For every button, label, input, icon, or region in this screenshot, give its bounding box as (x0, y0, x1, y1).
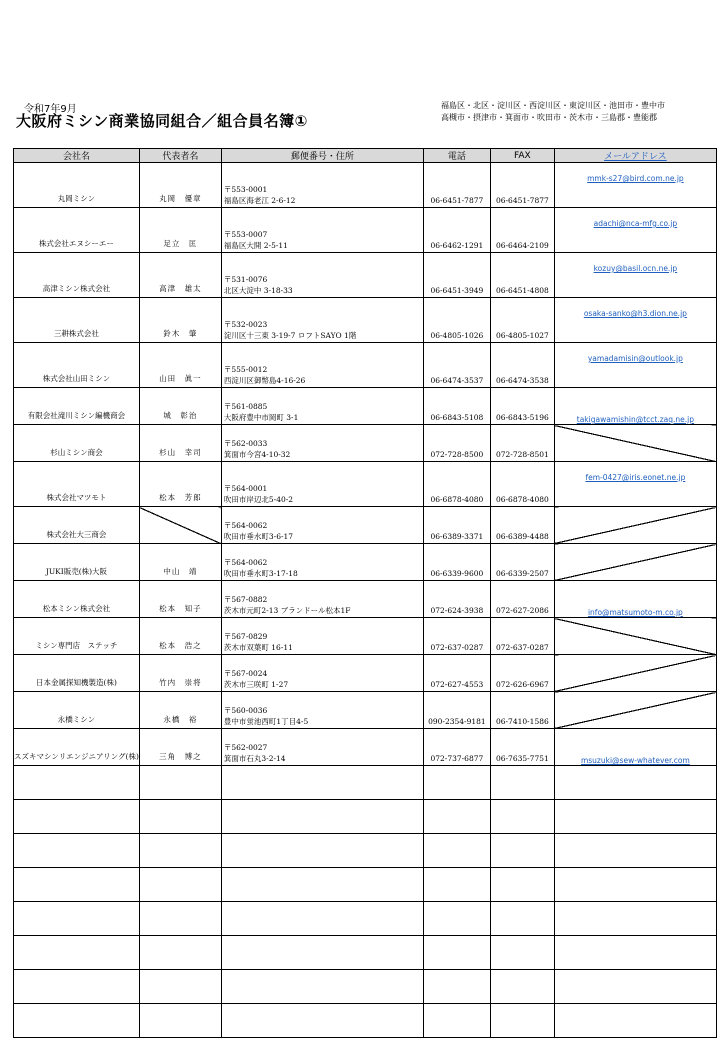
empty-cell (490, 800, 554, 834)
empty-cell (14, 834, 140, 868)
empty-cell (423, 800, 490, 834)
empty-cell (221, 800, 423, 834)
fax-number: 072-637-0287 (490, 618, 554, 655)
phone-number: 072-637-0287 (423, 618, 490, 655)
company-name: 永橋ミシン (14, 692, 140, 729)
postal-code: 〒567-0024 (223, 669, 268, 678)
table-row (14, 298, 717, 343)
street-address: 豊中市蛍池西町1丁目4-5 (223, 717, 309, 726)
phone-number: 072-627-4553 (423, 655, 490, 692)
company-name: 日本金属探知機製造(株) (14, 655, 140, 692)
company-name: 松本ミシン株式会社 (14, 581, 140, 618)
fax-number: 072-728-8501 (490, 425, 554, 462)
company-name: 株式会社山田ミシン (14, 343, 140, 388)
area-line-2: 高槻市・摂津市・箕面市・吹田市・茨木市・三島郡・豊能郡 (441, 113, 657, 122)
area-coverage (441, 100, 665, 124)
empty-cell (14, 970, 140, 1004)
table-row (14, 208, 717, 253)
email-address (554, 692, 716, 729)
postal-code: 〒562-0033 (223, 439, 268, 448)
company-name: ミシン専門店 ステッチ (14, 618, 140, 655)
email-address (554, 425, 716, 462)
phone-number: 06-6451-7877 (423, 163, 490, 208)
empty-cell (221, 936, 423, 970)
representative-name: 松本 知子 (139, 581, 221, 618)
fax-number: 06-6878-4080 (490, 462, 554, 507)
empty-cell (139, 936, 221, 970)
empty-table-row (14, 834, 717, 868)
company-name: 高津ミシン株式会社 (14, 253, 140, 298)
empty-cell (221, 868, 423, 902)
fax-number: 06-6474-3538 (490, 343, 554, 388)
fax-number: 06-6451-7877 (490, 163, 554, 208)
header-company: 会社名 (14, 149, 140, 163)
postal-code: 〒561-0885 (223, 402, 268, 411)
street-address: 福島区海老江 2-6-12 (223, 196, 296, 205)
empty-cell (490, 1004, 554, 1038)
company-name: 三耕株式会社 (14, 298, 140, 343)
company-name: 丸岡ミシン (14, 163, 140, 208)
table-row (14, 462, 717, 507)
postal-address (221, 298, 423, 343)
street-address: 茨木市元町2-13 ブランドール松本1F (223, 606, 351, 615)
representative-name (139, 507, 221, 544)
email-address[interactable] (554, 581, 716, 618)
empty-cell (139, 868, 221, 902)
representative-name: 松本 浩之 (139, 618, 221, 655)
email-link[interactable]: mmk-s27@bird.com.ne.jp (587, 174, 684, 183)
empty-cell (423, 936, 490, 970)
representative-name: 松本 芳郎 (139, 462, 221, 507)
header-representative: 代表者名 (139, 149, 221, 163)
representative-name: 丸岡 優章 (139, 163, 221, 208)
empty-cell (139, 800, 221, 834)
table-row (14, 729, 717, 766)
empty-table-row (14, 868, 717, 902)
fax-number: 06-6339-2507 (490, 544, 554, 581)
empty-cell (14, 1004, 140, 1038)
postal-code: 〒564-0062 (223, 521, 268, 530)
table-row (14, 581, 717, 618)
postal-address (221, 208, 423, 253)
empty-cell (554, 1004, 716, 1038)
postal-code: 〒560-0036 (223, 706, 268, 715)
empty-cell (554, 800, 716, 834)
email-link[interactable]: takigawamishin@tcct.zaq.ne.jp (576, 415, 694, 424)
postal-address (221, 544, 423, 581)
email-address (554, 655, 716, 692)
empty-cell (554, 834, 716, 868)
empty-cell (554, 936, 716, 970)
empty-cell (14, 936, 140, 970)
postal-code: 〒532-0023 (223, 320, 268, 329)
company-name: スズキマシンリエンジニアリング(株) (14, 729, 140, 766)
table-row (14, 692, 717, 729)
street-address: 大阪府豊中市岡町 3-1 (223, 413, 299, 422)
empty-cell (139, 1004, 221, 1038)
empty-cell (139, 834, 221, 868)
representative-name: 中山 靖 (139, 544, 221, 581)
fax-number: 06-6451-4808 (490, 253, 554, 298)
postal-address (221, 425, 423, 462)
table-row (14, 163, 717, 208)
phone-number: 06-4805-1026 (423, 298, 490, 343)
empty-cell (14, 766, 140, 800)
email-link[interactable]: fem-0427@iris.eonet.ne.jp (585, 473, 686, 482)
company-name: 株式会社マツモト (14, 462, 140, 507)
street-address: 箕面市今宮4-10-32 (223, 450, 291, 459)
postal-code: 〒567-0829 (223, 632, 268, 641)
email-address[interactable] (554, 208, 716, 253)
empty-cell (490, 834, 554, 868)
phone-number: 072-728-8500 (423, 425, 490, 462)
fax-number: 06-6464-2109 (490, 208, 554, 253)
empty-cell (554, 970, 716, 1004)
empty-cell (221, 902, 423, 936)
table-row (14, 253, 717, 298)
empty-cell (14, 902, 140, 936)
empty-cell (423, 970, 490, 1004)
postal-code: 〒553-0007 (223, 230, 268, 239)
empty-table-row (14, 902, 717, 936)
empty-cell (490, 766, 554, 800)
phone-number: 072-624-3938 (423, 581, 490, 618)
postal-code: 〒564-0001 (223, 484, 268, 493)
empty-cell (423, 834, 490, 868)
street-address: 吹田市垂水町3-6-17 (223, 532, 294, 541)
representative-name: 足立 匡 (139, 208, 221, 253)
empty-cell (14, 800, 140, 834)
phone-number: 06-6462-1291 (423, 208, 490, 253)
postal-code: 〒555-0012 (223, 365, 268, 374)
company-name: 株式会社エヌシーエー (14, 208, 140, 253)
postal-address (221, 581, 423, 618)
postal-address (221, 618, 423, 655)
phone-number: 06-6389-3371 (423, 507, 490, 544)
empty-cell (490, 868, 554, 902)
document-title: 大阪府ミシン商業協同組合／組合員名簿① (16, 112, 308, 130)
phone-number: 06-6474-3537 (423, 343, 490, 388)
street-address: 福島区大開 2-5-11 (223, 241, 288, 250)
empty-cell (221, 970, 423, 1004)
postal-code: 〒531-0076 (223, 275, 268, 284)
street-address: 西淀川区御幣島4-16-26 (223, 376, 306, 385)
fax-number: 072-627-2086 (490, 581, 554, 618)
phone-number: 072-737-6877 (423, 729, 490, 766)
header-address: 郵便番号・住所 (221, 149, 423, 163)
email-address (554, 544, 716, 581)
empty-cell (490, 970, 554, 1004)
empty-cell (490, 936, 554, 970)
email-address[interactable] (554, 253, 716, 298)
empty-cell (554, 902, 716, 936)
fax-number: 06-6843-5196 (490, 388, 554, 425)
company-name: JUKI販売(株)大阪 (14, 544, 140, 581)
postal-address (221, 729, 423, 766)
document-date: 令和7年9月 (24, 104, 77, 115)
street-address: 吹田市垂水町3-17-18 (223, 569, 298, 578)
email-link[interactable]: yamadamisin@outlook.jp (587, 354, 683, 363)
empty-table-row (14, 1004, 717, 1038)
email-address[interactable] (554, 462, 716, 507)
member-roster-table (13, 148, 717, 1038)
empty-table-row (14, 766, 717, 800)
postal-code: 〒567-0882 (223, 595, 268, 604)
empty-cell (423, 868, 490, 902)
fax-number: 06-6389-4488 (490, 507, 554, 544)
email-address[interactable] (554, 343, 716, 388)
empty-cell (423, 1004, 490, 1038)
table-row (14, 388, 717, 425)
company-name: 有限会社滝川ミシン編機商会 (14, 388, 140, 425)
email-address[interactable] (554, 729, 716, 766)
email-link[interactable]: kozuy@basil.ocn.ne.jp (593, 264, 678, 273)
email-link[interactable]: info@matsumoto-m.co.jp (587, 608, 683, 617)
table-row (14, 425, 717, 462)
fax-number: 06-4805-1027 (490, 298, 554, 343)
empty-cell (490, 902, 554, 936)
company-name: 杉山ミシン商会 (14, 425, 140, 462)
phone-number: 06-6843-5108 (423, 388, 490, 425)
postal-address (221, 462, 423, 507)
empty-cell (139, 766, 221, 800)
postal-code: 〒562-0027 (223, 743, 268, 752)
table-row (14, 618, 717, 655)
phone-number: 090-2354-9181 (423, 692, 490, 729)
postal-code: 〒564-0062 (223, 558, 268, 567)
empty-table-row (14, 800, 717, 834)
header-email: メールアドレス (554, 149, 716, 163)
street-address: 吹田市岸辺北5-40-2 (223, 495, 294, 504)
empty-cell (221, 834, 423, 868)
empty-cell (139, 902, 221, 936)
table-row (14, 507, 717, 544)
phone-number: 06-6878-4080 (423, 462, 490, 507)
fax-number: 072-626-6967 (490, 655, 554, 692)
empty-cell (554, 868, 716, 902)
empty-cell (221, 766, 423, 800)
table-header-row (14, 149, 717, 163)
email-address[interactable] (554, 298, 716, 343)
postal-address (221, 507, 423, 544)
postal-address (221, 253, 423, 298)
representative-name: 三角 博之 (139, 729, 221, 766)
phone-number: 06-6451-3949 (423, 253, 490, 298)
fax-number: 06-7410-1586 (490, 692, 554, 729)
area-line-1: 福島区・北区・淀川区・西淀川区・東淀川区・池田市・豊中市 (441, 101, 665, 110)
fax-number: 06-7635-7751 (490, 729, 554, 766)
table-row (14, 343, 717, 388)
email-link[interactable]: osaka-sanko@h3.dion.ne.jp (583, 309, 687, 318)
representative-name: 鈴木 肇 (139, 298, 221, 343)
street-address: 茨木市双葉町 16-11 (223, 643, 293, 652)
empty-cell (139, 970, 221, 1004)
empty-cell (554, 766, 716, 800)
representative-name: 永橋 裕 (139, 692, 221, 729)
email-link[interactable]: adachi@nca-mfg.co.jp (593, 219, 678, 228)
email-address[interactable] (554, 388, 716, 425)
postal-address (221, 692, 423, 729)
representative-name: 杉山 幸司 (139, 425, 221, 462)
empty-cell (221, 1004, 423, 1038)
street-address: 淀川区十三東 3-19-7 ロフトSAYO 1階 (223, 331, 357, 340)
representative-name: 高津 雄太 (139, 253, 221, 298)
empty-cell (423, 766, 490, 800)
street-address: 箕面市石丸3-2-14 (223, 754, 286, 763)
header-tel: 電話 (423, 149, 490, 163)
postal-code: 〒553-0001 (223, 185, 268, 194)
empty-cell (14, 868, 140, 902)
empty-table-row (14, 970, 717, 1004)
representative-name: 竹内 崇将 (139, 655, 221, 692)
postal-address (221, 163, 423, 208)
header-fax: FAX (490, 149, 554, 163)
postal-address (221, 655, 423, 692)
email-address (554, 618, 716, 655)
email-address (554, 507, 716, 544)
street-address: 北区大淀中 3-18-33 (223, 286, 293, 295)
email-address[interactable] (554, 163, 716, 208)
email-link[interactable]: msuzuki@sew-whatever.com (580, 756, 690, 765)
street-address: 茨木市三咲町 1-27 (223, 680, 289, 689)
company-name: 株式会社大三商会 (14, 507, 140, 544)
empty-table-row (14, 936, 717, 970)
phone-number: 06-6339-9600 (423, 544, 490, 581)
roster-body (14, 163, 717, 1038)
table-row (14, 544, 717, 581)
postal-address (221, 343, 423, 388)
representative-name: 城 彰治 (139, 388, 221, 425)
table-row (14, 655, 717, 692)
empty-cell (423, 902, 490, 936)
postal-address (221, 388, 423, 425)
representative-name: 山田 眞一 (139, 343, 221, 388)
